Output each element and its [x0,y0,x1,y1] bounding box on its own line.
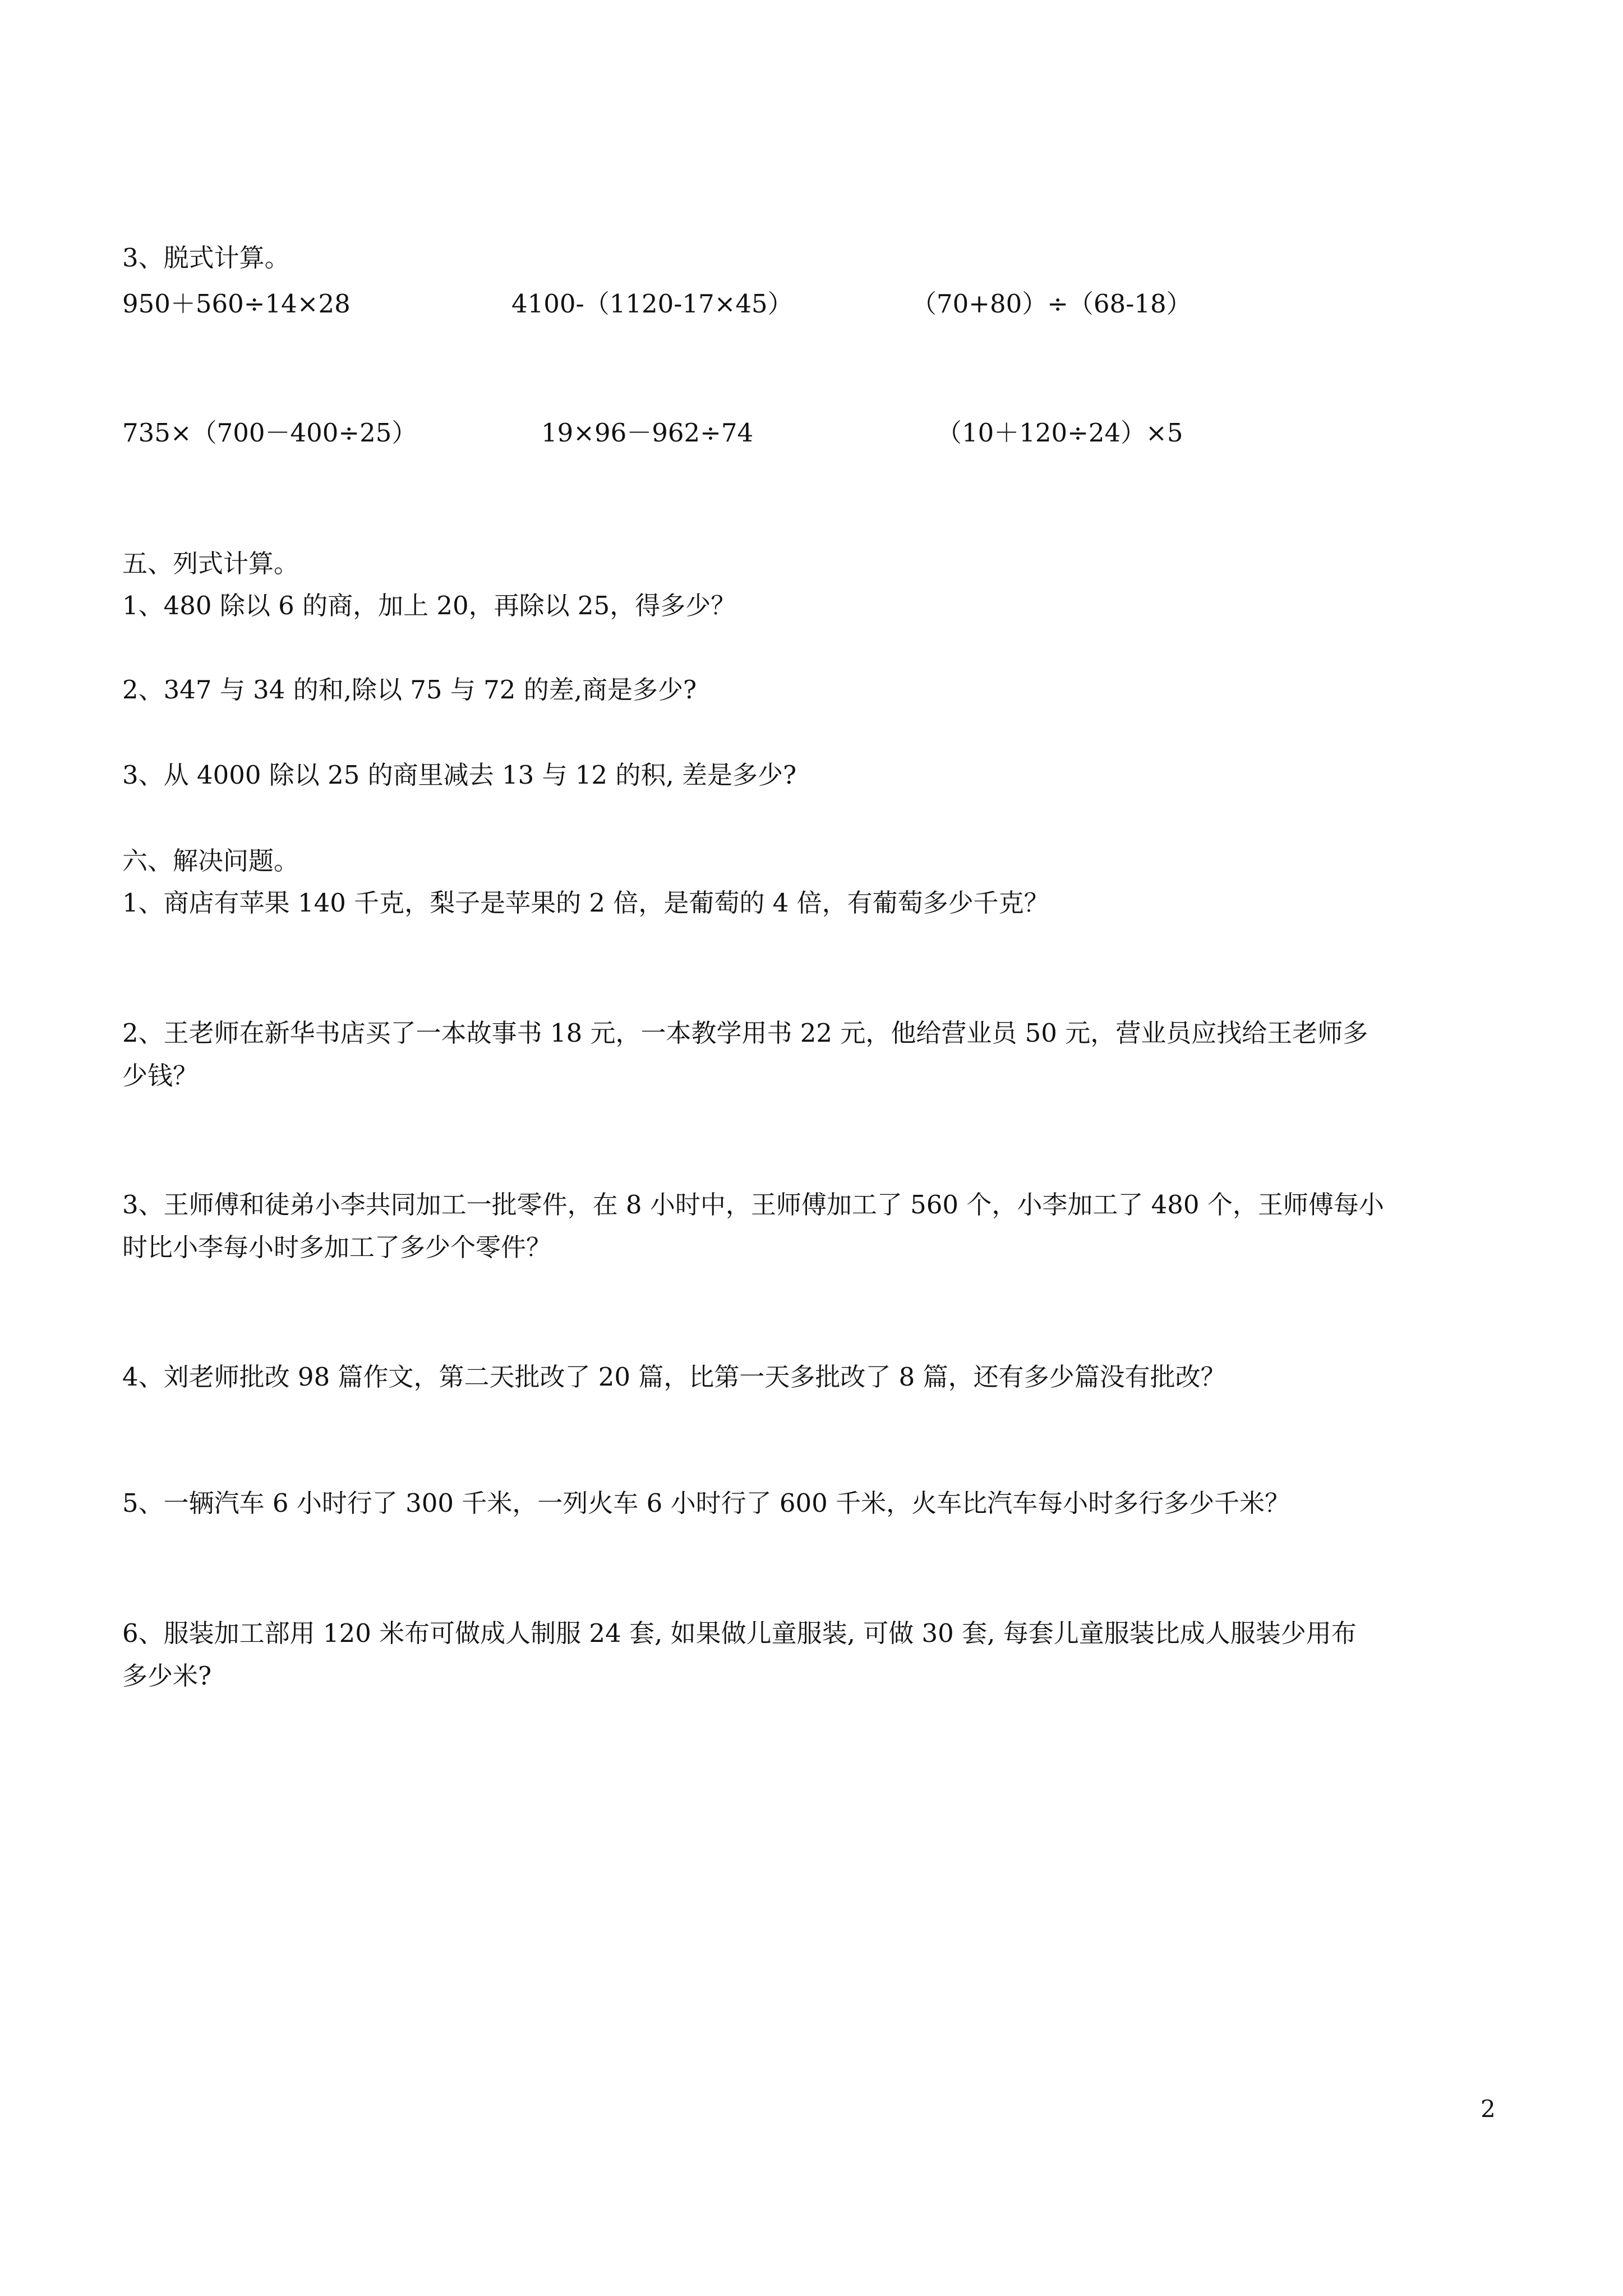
section-5-question-2: 2、347 与 34 的和,除以 75 与 72 的差,商是多少? [122,675,697,705]
section-3-heading: 3、脱式计算。 [122,243,290,273]
expression-1: 950＋560÷14×28 [122,289,351,319]
section-6-question-2-line-2: 少钱？ [122,1061,199,1091]
section-5-question-1: 1、480 除以 6 的商，加上 20，再除以 25，得多少？ [122,591,736,620]
section-6-question-3-line-2: 时比小李每小时多加工了多少个零件？ [122,1232,552,1262]
expression-3: （70+80）÷（68-18） [911,289,1192,319]
section-6-question-2-line-1: 2、王老师在新华书店买了一本故事书 18 元，一本教学用书 22 元，他给营业员 50 元，营业员应找给王老师多 [122,1018,1368,1048]
page-number: 2 [1481,2095,1496,2123]
section-6-question-6-line-1: 6、服装加工部用 120 米布可做成人制服 24 套, 如果做儿童服装, 可做 30 套, 每套儿童服装比成人服装少用布 [122,1618,1357,1648]
section-6-question-1: 1、商店有苹果 140 千克，梨子是苹果的 2 倍，是葡萄的 4 倍，有葡萄多少千克？ [122,888,1049,918]
section-6-heading: 六、解决问题。 [122,846,299,876]
expression-2: 4100-（1120-17×45） [511,289,793,319]
section-6-question-4: 4、刘老师批改 98 篇作文，第二天批改了 20 篇，比第一天多批改了 8 篇，还有多少篇没有批改？ [122,1362,1226,1392]
expression-6: （10＋120÷24）×5 [937,418,1183,448]
section-5-question-3: 3、从 4000 除以 25 的商里减去 13 与 12 的积, 差是多少? [122,760,797,790]
expression-5: 19×96－962÷74 [541,418,754,448]
section-5-heading: 五、列式计算。 [122,549,299,578]
section-6-question-6-line-2: 多少米? [122,1661,212,1691]
expression-4: 735×（700－400÷25） [122,418,417,448]
section-6-question-3-line-1: 3、王师傅和徒弟小李共同加工一批零件，在 8 小时中，王师傅加工了 560 个，小李加工了 480 个，王师傅每小 [122,1190,1384,1220]
section-6-question-5: 5、一辆汽车 6 小时行了 300 千米，一列火车 6 小时行了 600 千米，火车比汽车每小时多行多少千米？ [122,1488,1290,1518]
